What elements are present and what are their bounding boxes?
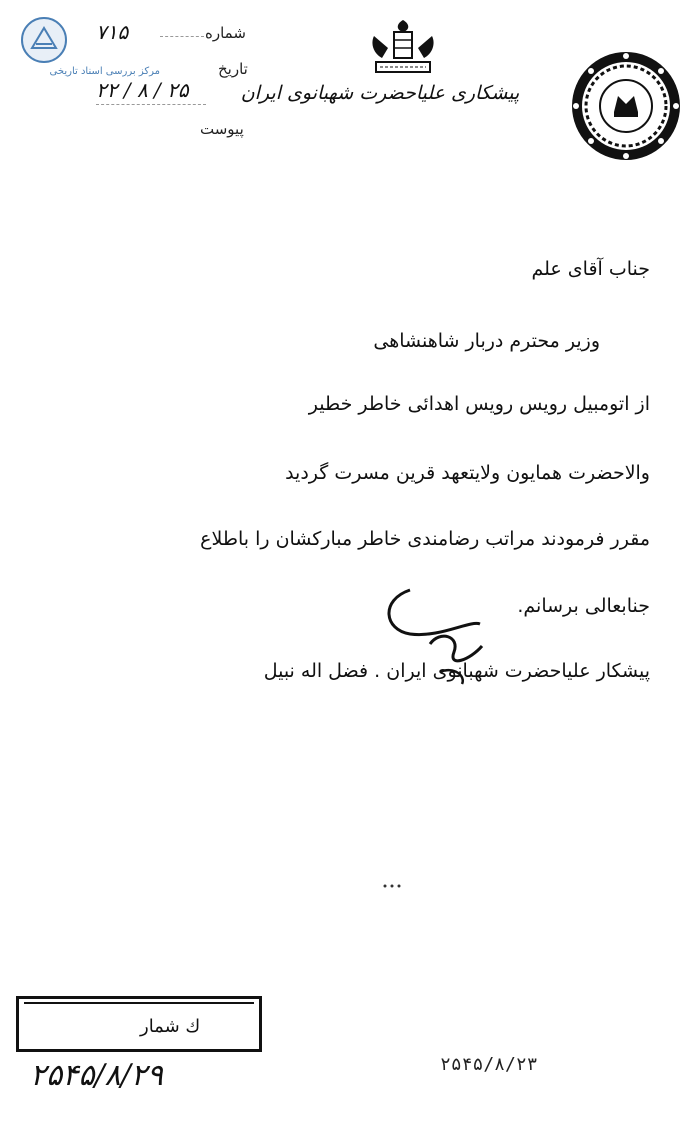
- body-line-1: از اتومبیل رویس رویس اهدائی خاطر خطیر: [308, 393, 650, 415]
- imperial-coat-of-arms-icon: [366, 18, 440, 80]
- date-value: ۲۲ / ۸ / ۲۵: [96, 78, 189, 102]
- archive-watermark: [10, 14, 160, 84]
- document-archive-icon: [10, 14, 100, 69]
- attachment-label: پیوست: [200, 120, 244, 138]
- number-line: [160, 36, 204, 37]
- body-line-3: مقرر فرمودند مراتب رضامندی خاطر مبارکشان را باطلاع: [200, 528, 650, 550]
- watermark-text: مرکز بررسی اسناد تاریخی: [49, 66, 160, 77]
- registry-stamp-box: [16, 996, 262, 1052]
- stamp-label: ك شمار: [140, 1016, 201, 1037]
- signature-line: پیشکار علیاحضرت شهبانوی ایران . فضل اله نبیل: [263, 660, 650, 682]
- date-line: [96, 104, 206, 105]
- number-value: ۷۱۵: [96, 20, 129, 44]
- body-line-2: والاحضرت همایون ولایتعهد قرین مسرت گردید: [285, 462, 650, 484]
- stamp-number: ۲۵۴۵/۸/۲۹: [30, 1058, 164, 1093]
- office-title: پیشکاری علیاحضرت شهبانوی ایران: [240, 82, 520, 104]
- ink-dots: [382, 875, 402, 883]
- stamp-inner-line: [24, 1002, 254, 1004]
- imperial-round-seal-icon: [570, 50, 682, 162]
- position-line: وزیر محترم دربار شاهنشاهی: [373, 330, 600, 352]
- body-line-4: جنابعالی برسانم.: [517, 595, 650, 617]
- salutation: جناب آقای علم: [531, 258, 650, 280]
- number-label: شماره: [205, 24, 246, 42]
- date-label: تاریخ: [218, 60, 248, 78]
- bottom-date: ۲۵۴۵/۸/۲۳: [440, 1054, 538, 1075]
